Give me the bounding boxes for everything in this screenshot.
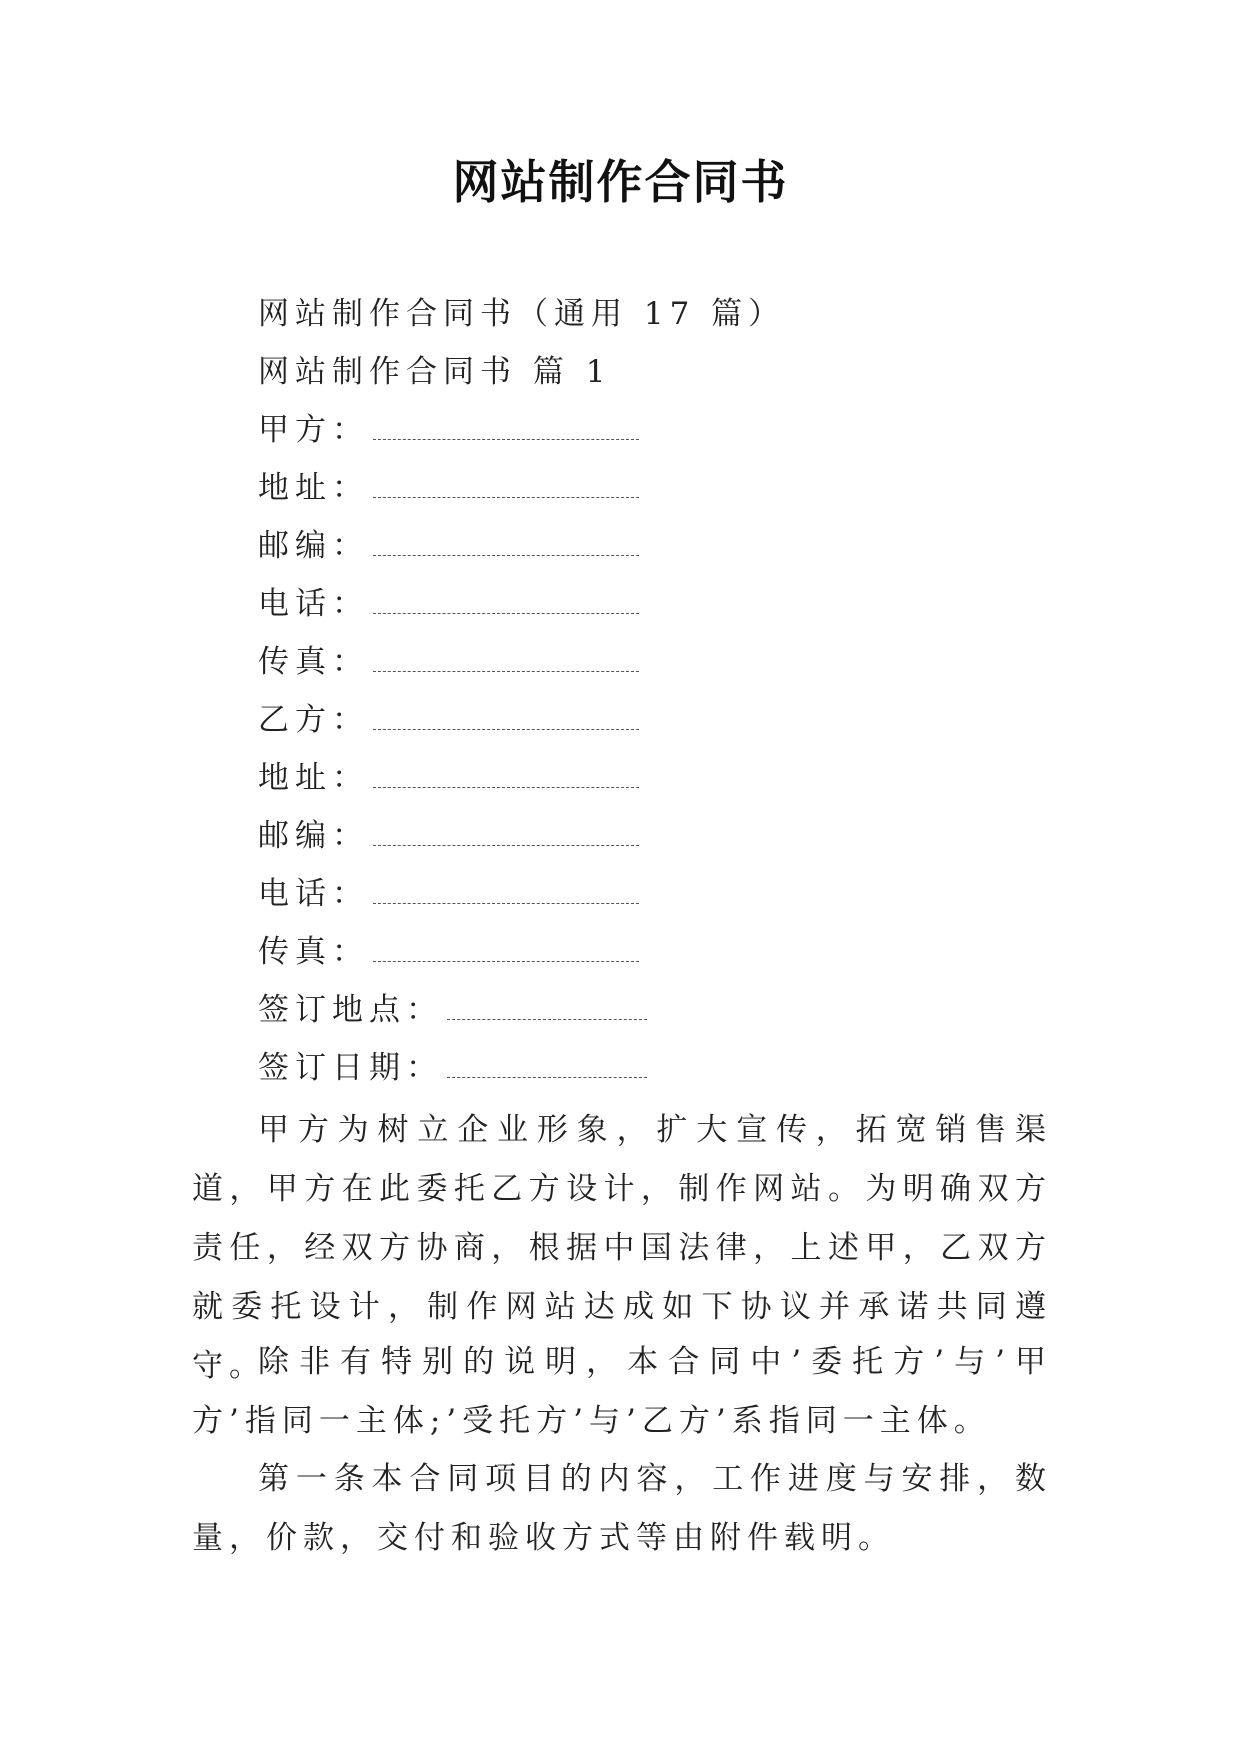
- field-party-a-address: [258, 466, 639, 510]
- field-party-b-postcode: [258, 814, 639, 858]
- blank-line: [447, 1047, 647, 1078]
- blank-line: [373, 467, 639, 498]
- blank-line: [373, 931, 639, 962]
- section-heading: 网站制作合同书 篇 1: [258, 354, 612, 390]
- document-subtitle: 网站制作合同书（通用 17 篇）: [258, 296, 786, 332]
- field-label: 传真：: [258, 934, 369, 970]
- field-party-b: [258, 698, 639, 742]
- field-label: 传真：: [258, 644, 369, 680]
- blank-line: [447, 989, 647, 1020]
- field-party-a-phone: [258, 582, 639, 626]
- blank-line: [373, 641, 639, 672]
- field-party-b-address: [258, 756, 639, 800]
- field-party-a-fax: [258, 640, 639, 684]
- field-party-a-postcode: [258, 524, 639, 568]
- field-party-b-phone: [258, 872, 639, 916]
- field-label: 乙方：: [258, 702, 369, 738]
- paragraph-article-1: 第一条本合同项目的内容，工作进度与安排，数量，价款，交付和验收方式等由附件载明。: [192, 1461, 1052, 1556]
- blank-line: [373, 873, 639, 904]
- field-party-a: [258, 408, 639, 452]
- field-label: 邮编：: [258, 528, 369, 564]
- field-label: 邮编：: [258, 818, 369, 854]
- field-label: 地址：: [258, 760, 369, 796]
- blank-line: [373, 409, 639, 440]
- paragraph-intro: 甲方为树立企业形象，扩大宣传，拓宽销售渠道，甲方在此委托乙方设计，制作网站。为明确双方责任，经双方协商，根据中国法律，上述甲，乙双方就委托设计，制作网站达成如下协议并承诺共同遵守。: [192, 1112, 1052, 1384]
- field-label: 电话：: [258, 876, 369, 912]
- field-label: 甲方：: [258, 412, 369, 448]
- field-label: 签订地点：: [258, 992, 443, 1028]
- field-signing-place: [258, 988, 647, 1032]
- field-party-b-fax: [258, 930, 639, 974]
- field-signing-date: [258, 1046, 647, 1090]
- field-label: 地址：: [258, 470, 369, 506]
- field-label: 签订日期：: [258, 1050, 443, 1086]
- paragraph-definitions: 除非有特别的说明，本合同中’委托方’与’甲方’指同一主体;’受托方’与’乙方’系指同一主体。: [192, 1344, 1052, 1439]
- blank-line: [373, 525, 639, 556]
- blank-line: [373, 757, 639, 788]
- blank-line: [373, 583, 639, 614]
- field-label: 电话：: [258, 586, 369, 622]
- blank-line: [373, 699, 639, 730]
- blank-line: [373, 815, 639, 846]
- document-title: 网站制作合同书: [452, 155, 789, 209]
